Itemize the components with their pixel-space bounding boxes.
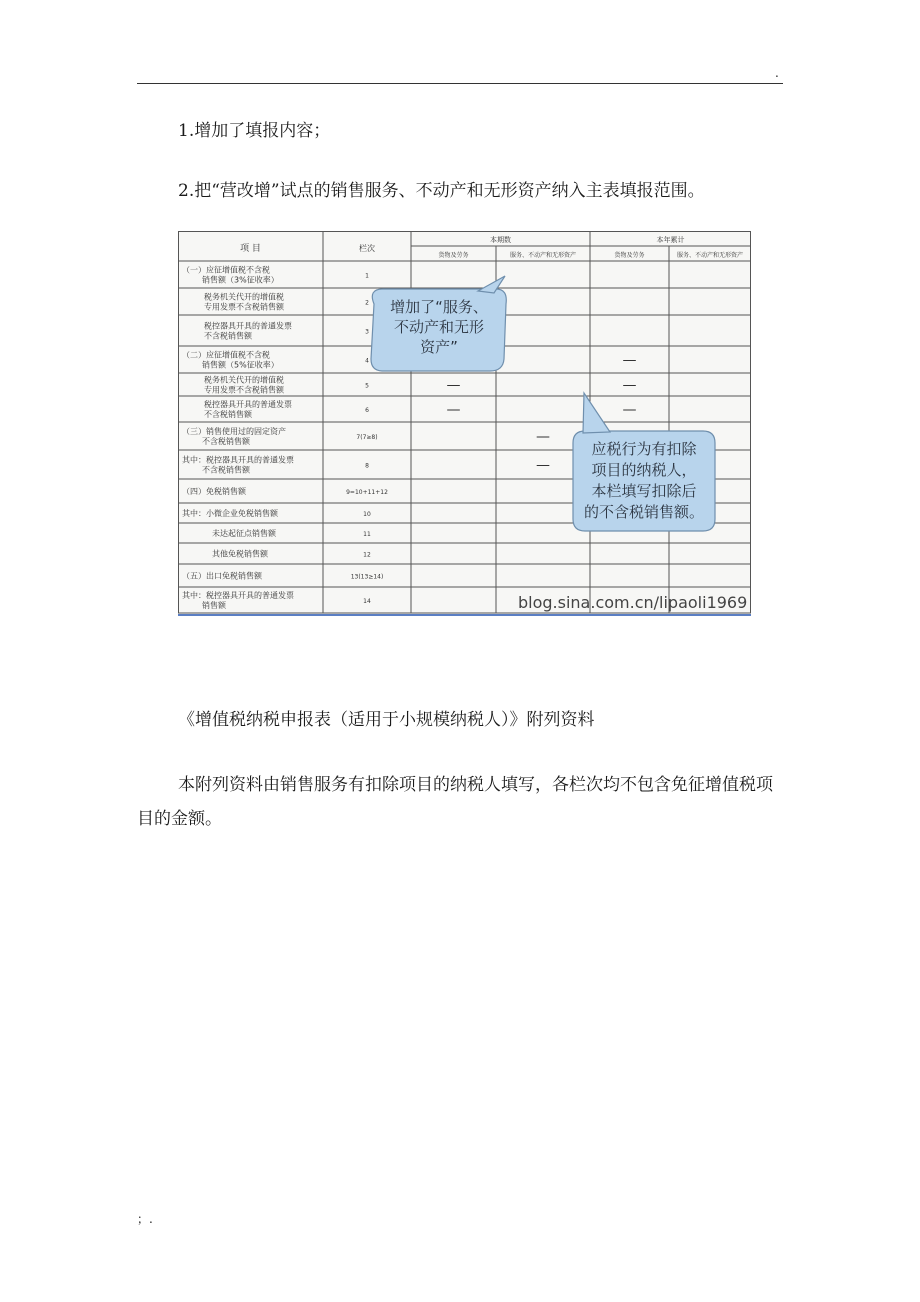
row-label: 税务机关代开的增值税 [204, 375, 284, 385]
column-header-services: 服务、不动产和无形资产 [509, 252, 577, 259]
callout-text: 增加了“服务、 [390, 298, 488, 316]
row-label: 未达起征点销售额 [212, 529, 276, 538]
dash-mark: — [446, 377, 461, 394]
row-line-number: 2 [365, 299, 369, 307]
row-label: 不含税销售额 [202, 437, 250, 446]
row-line-number: 8 [365, 462, 369, 470]
column-header-goods: 货物及劳务 [438, 252, 469, 259]
dash-mark: — [622, 377, 637, 394]
column-header-item: 项 目 [240, 244, 261, 254]
footer-mark: ；. [137, 1212, 153, 1226]
dash-mark: — [536, 429, 550, 445]
callout-text: 应税行为有扣除 [591, 440, 697, 458]
dash-mark: — [536, 457, 550, 474]
callout-added-services [371, 276, 506, 371]
column-header-line: 栏次 [359, 244, 375, 253]
watermark: blog.sina.com.cn/lipaoli1969 [518, 593, 748, 612]
column-header-services-ytd: 服务、不动产和无形资产 [676, 252, 744, 259]
row-line-number: 12 [363, 551, 371, 559]
column-header-ytd: 本年累计 [656, 236, 685, 244]
column-header-period: 本期数 [490, 236, 511, 244]
row-line-number: 4 [365, 357, 369, 365]
row-label: 税控器具开具的普通发票 [204, 321, 292, 331]
callout-deduction-note [573, 393, 715, 531]
row-label: 其中：小微企业免税销售额 [182, 509, 278, 518]
row-label: 不含税销售额 [204, 410, 252, 419]
row-label: （四）免税销售额 [182, 487, 246, 496]
row-line-number: 14 [363, 598, 371, 605]
paragraph-item-1: 1.增加了填报内容； [178, 121, 331, 141]
row-line-number: 6 [365, 407, 369, 414]
row-label: 其中：税控器具开具的普通发票 [182, 455, 294, 465]
row-label: 不含税销售额 [204, 331, 252, 341]
header-rule [137, 83, 783, 84]
callout-text: 的不含税销售额。 [583, 503, 705, 521]
row-label: 专用发票不含税销售额 [204, 385, 284, 395]
row-label: 销售额 [202, 601, 226, 610]
row-label: 其中：税控器具开具的普通发票 [182, 591, 294, 600]
row-line-number: 7(7≥8) [356, 434, 378, 441]
header-mark: . [775, 66, 779, 80]
row-label: （三）销售使用过的固定资产 [182, 427, 286, 436]
tax-form-svg [178, 231, 751, 616]
callout-text: 本栏填写扣除后 [591, 482, 697, 500]
dash-mark: — [622, 402, 637, 418]
section-heading: 《增值税纳税申报表（适用于小规模纳税人）》附列资料 [178, 710, 595, 730]
dash-mark: — [622, 352, 637, 369]
callout-text: 资产” [420, 338, 458, 356]
row-line-number: 9=10+11+12 [346, 489, 388, 496]
row-label: 不含税销售额 [202, 465, 250, 475]
row-line-number: 1 [365, 272, 369, 280]
row-label: （二）应征增值税不含税 [182, 350, 270, 360]
section-body: 本附列资料由销售服务有扣除项目的纳税人填写，各栏次均不包含免征增值税项目的金额。 [137, 775, 773, 829]
dash-mark: — [446, 402, 461, 418]
row-label: 税控器具开具的普通发票 [204, 400, 292, 409]
callout-text: 项目的纳税人， [591, 461, 697, 479]
row-line-number: 5 [365, 382, 369, 390]
row-label: 其他免税销售额 [212, 549, 268, 559]
row-line-number: 11 [363, 531, 371, 538]
row-label: 税务机关代开的增值税 [204, 292, 284, 302]
row-line-number: 10 [363, 511, 371, 518]
row-label: （五）出口免税销售额 [182, 571, 262, 581]
paragraph-item-2: 2.把“营改增”试点的销售服务、不动产和无形资产纳入主表填报范围。 [178, 181, 705, 201]
row-line-number: 13(13≥14) [350, 573, 384, 581]
row-label: 销售额（5%征收率） [202, 360, 279, 370]
callout-text: 不动产和无形 [393, 318, 485, 336]
row-label: 专用发票不含税销售额 [204, 302, 284, 312]
row-label: 销售额（3%征收率） [202, 275, 279, 285]
row-line-number: 3 [365, 328, 369, 336]
tax-form-figure [178, 231, 751, 616]
column-header-goods-ytd: 货物及劳务 [614, 252, 645, 259]
row-label: （一）应征增值税不含税 [182, 265, 270, 275]
